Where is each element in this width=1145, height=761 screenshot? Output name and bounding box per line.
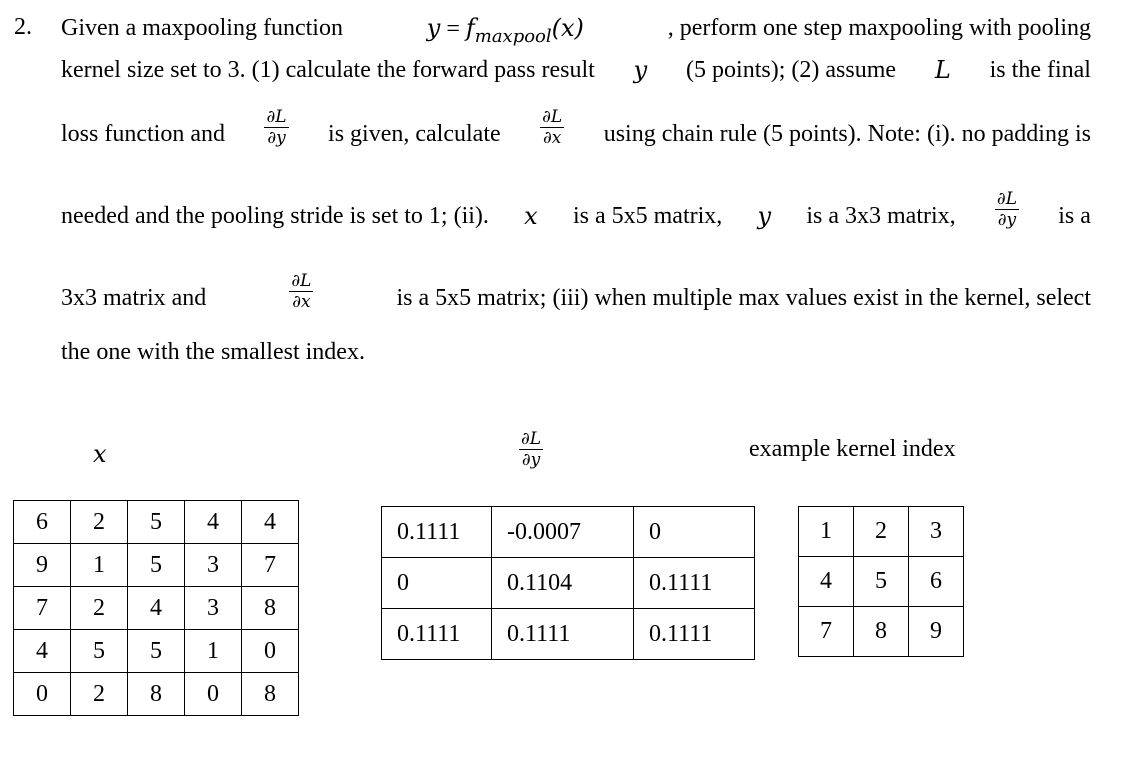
table-cell: 4 [128,587,185,630]
table-cell: 7 [14,587,71,630]
table-cell: 4 [185,501,242,544]
func-subscript: maxpool [474,26,552,47]
table-cell: 2 [71,501,128,544]
dy-matrix-table [381,506,755,660]
var-y: y [426,14,441,42]
fraction-denominator: ∂y [997,210,1017,230]
line2-text-b: (5 points); (2) assume [686,57,897,83]
table-row [14,630,299,673]
fraction-numerator: ∂L [521,429,542,449]
table-cell: 9 [14,544,71,587]
question-number: 2. [14,14,32,40]
fraction-denominator: ∂x [292,292,311,312]
fraction-denominator: ∂y [521,450,541,470]
table-cell: 8 [128,673,185,716]
table-cell: 5 [128,544,185,587]
dy-matrix-label [519,430,543,469]
table-cell: 8 [854,607,909,657]
line2-text-a: kernel size set to 3. (1) calculate the forward pass result [61,57,595,83]
fraction-denominator: ∂y [267,128,286,148]
table-cell: -0.0007 [492,507,634,558]
line3-text-a: loss function and [61,120,225,147]
table-cell: 3 [909,507,964,557]
table-cell: 5 [128,630,185,673]
table-row [14,501,299,544]
line3-text-b: is given, calculate [328,120,501,147]
line1-text-b: , perform one step maxpooling with pooling [667,15,1091,41]
table-cell: 0.1104 [492,558,634,609]
table-cell: 2 [71,673,128,716]
line4-text-a: needed and the pooling stride is set to 1; (ii). [61,202,489,229]
question-line-5 [61,271,1091,317]
table-row [799,607,964,657]
line2-text-c: is the final [989,57,1091,83]
question-line-1 [61,14,1091,45]
table-row [382,558,755,609]
table-cell: 0.1111 [492,609,634,660]
fraction-dL-dy [264,108,288,147]
table-cell: 0.1111 [634,558,755,609]
table-row [382,507,755,558]
table-cell: 0 [14,673,71,716]
question-line-2 [61,56,1091,84]
table-cell: 3 [185,544,242,587]
table-cell: 5 [71,630,128,673]
question-line-3 [61,107,1091,153]
fraction-dL-dx [540,108,564,147]
line1-text-a: Given a maxpooling function [61,15,343,41]
table-cell: 0 [185,673,242,716]
table-cell: 8 [242,673,299,716]
var-x: x [524,201,538,230]
table-cell: 6 [909,557,964,607]
table-cell: 3 [185,587,242,630]
table-cell: 0 [634,507,755,558]
line4-text-c: is a 3x3 matrix, [806,202,956,229]
table-cell: 6 [14,501,71,544]
table-cell: 2 [71,587,128,630]
table-cell: 2 [854,507,909,557]
table-cell: 0.1111 [382,507,492,558]
table-row [799,557,964,607]
kernel-label: example kernel index [749,436,956,462]
table-cell: 7 [799,607,854,657]
fraction-numerator: ∂L [291,271,312,291]
line5-text-b: is a 5x5 matrix; (iii) when multiple max values exist in the kernel, select [396,284,1091,311]
table-cell: 4 [14,630,71,673]
table-cell: 0 [242,630,299,673]
line1-math [427,14,584,45]
kernel-index-table [798,506,964,657]
table-row [382,609,755,660]
table-row [14,544,299,587]
question-line-6: the one with the smallest index. [61,339,365,365]
table-cell: 0 [382,558,492,609]
table-row [799,507,964,557]
line5-text-a: 3x3 matrix and [61,284,207,311]
table-cell: 0.1111 [382,609,492,660]
question-line-4 [61,189,1091,235]
table-cell: 4 [799,557,854,607]
table-cell: 5 [128,501,185,544]
var-y: y [633,56,648,84]
table-cell: 4 [242,501,299,544]
table-row [14,587,299,630]
fraction-numerator: ∂L [542,107,563,127]
table-cell: 7 [242,544,299,587]
equals-sign: = [446,16,460,42]
x-matrix-label: x [93,440,107,468]
table-cell: 8 [242,587,299,630]
table-cell: 1 [185,630,242,673]
table-row [14,673,299,716]
fraction-denominator: ∂x [542,128,562,148]
fraction-dL-dy [995,190,1019,229]
table-cell: 1 [799,507,854,557]
var-L: L [934,56,951,84]
table-cell: 1 [71,544,128,587]
table-cell: 9 [909,607,964,657]
line3-text-c: using chain rule (5 points). Note: (i). no padding is [603,120,1091,147]
func-arg: (x) [551,14,584,42]
line4-text-b: is a 5x5 matrix, [572,202,723,229]
fraction-numerator: ∂L [996,189,1017,209]
table-cell: 0.1111 [634,609,755,660]
x-matrix-table [13,500,299,716]
table-cell: 5 [854,557,909,607]
fraction-dL-dx [289,272,313,311]
func-f: f [465,14,475,42]
fraction-numerator: ∂L [266,107,287,127]
var-y: y [757,201,772,230]
line4-text-d: is a [1058,202,1091,229]
